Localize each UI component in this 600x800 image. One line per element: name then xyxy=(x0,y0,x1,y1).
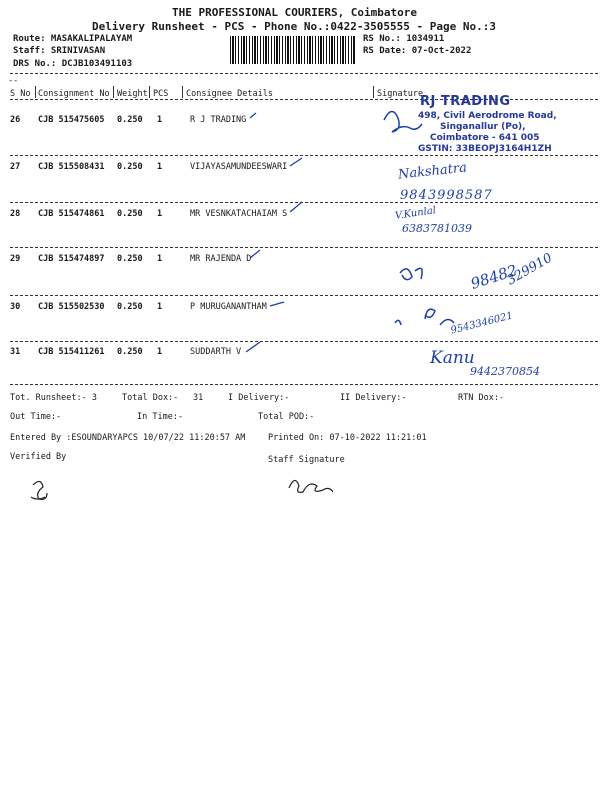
row-sno: 27 xyxy=(10,162,21,172)
tick-mark xyxy=(270,302,284,306)
row-sno: 28 xyxy=(10,209,21,219)
tick-mark xyxy=(250,113,256,118)
header-marks: -- xyxy=(8,76,19,86)
ii-delivery: II Delivery:- xyxy=(340,393,407,403)
row-consignment: CJB 515474897 xyxy=(38,254,105,264)
row-weight: 0.250 xyxy=(117,347,143,357)
verified-by: Verified By xyxy=(10,452,67,462)
row-weight: 0.250 xyxy=(117,209,143,219)
row-consignment: CJB 515502530 xyxy=(38,302,105,312)
tot-runsheet: Tot. Runsheet:- 3 xyxy=(10,393,97,403)
row-consignee: SUDDARTH V xyxy=(190,347,242,357)
row-pcs: 1 xyxy=(157,254,163,264)
verifier-signature xyxy=(25,475,60,510)
col-signature: Signature xyxy=(377,89,424,99)
rs-number: RS No.: 1034911 xyxy=(363,34,445,44)
signature-scribble xyxy=(385,255,475,345)
document-title: THE PROFESSIONAL COURIERS, Coimbatore xyxy=(172,6,418,19)
row-weight: 0.250 xyxy=(117,115,143,125)
row-pcs: 1 xyxy=(157,115,163,125)
printed-on: Printed On: 07-10-2022 11:21:01 xyxy=(268,433,427,443)
tick-mark xyxy=(250,250,260,258)
out-time: Out Time:- xyxy=(10,412,62,422)
row-pcs: 1 xyxy=(157,302,163,312)
stamp-name: RJ TRADING xyxy=(420,94,511,109)
col-weight: Weight xyxy=(117,89,148,99)
row-pcs: 1 xyxy=(157,162,163,172)
total-dox-label: Total Dox:- xyxy=(122,393,179,403)
in-time: In Time:- xyxy=(137,412,184,422)
row-consignment: CJB 515474861 xyxy=(38,209,105,219)
tick-mark xyxy=(290,202,302,212)
handwritten-name: Kanu xyxy=(430,348,475,368)
handwritten-name: Nakshatra xyxy=(397,160,468,183)
total-dox-value: 31 xyxy=(193,393,204,403)
row-sno: 30 xyxy=(10,302,21,312)
row-consignee: VIJAYASAMUNDEESWARI xyxy=(190,162,288,172)
row-sno: 29 xyxy=(10,254,21,264)
row-consignee: R J TRADING xyxy=(190,115,247,125)
row-sno: 31 xyxy=(10,347,21,357)
row-consignee: MR VESNKATACHAIAM S xyxy=(190,209,288,219)
stamp-address-line: 498, Civil Aerodrome Road, xyxy=(418,111,557,121)
row-sno: 26 xyxy=(10,115,21,125)
row-consignee: P MURUGANANTHAM xyxy=(190,302,267,312)
drs-number: DRS No.: DCJB103491103 xyxy=(13,59,133,69)
stamp-address-line: Coimbatore - 641 005 xyxy=(430,133,540,143)
handwritten-number: 329910 xyxy=(504,250,556,289)
stamp-address-line: Singanallur (Po), xyxy=(440,122,526,132)
handwritten-phone: 9442370854 xyxy=(470,365,540,378)
row-consignee: MR RAJENDA D xyxy=(190,254,252,264)
col-pcs: PCS xyxy=(153,89,169,99)
document-subtitle: Delivery Runsheet - PCS - Phone No.:0422-3505555 - Page No.:3 xyxy=(92,20,496,33)
tick-mark xyxy=(246,342,260,352)
tick-mark xyxy=(290,158,302,166)
rs-date: RS Date: 07-Oct-2022 xyxy=(363,46,472,56)
row-weight: 0.250 xyxy=(117,302,143,312)
i-delivery: I Delivery:- xyxy=(228,393,290,403)
route-label: Route: MASAKALIPALAYAM xyxy=(13,34,133,44)
total-pod: Total POD:- xyxy=(258,412,315,422)
row-weight: 0.250 xyxy=(117,254,143,264)
handwritten-phone: 9543346021 xyxy=(449,310,515,337)
handwritten-number: 98482 xyxy=(468,261,520,293)
row-consignment: CJB 515411261 xyxy=(38,347,105,357)
row-pcs: 1 xyxy=(157,347,163,357)
row-consignment: CJB 515508431 xyxy=(38,162,105,172)
row-consignment: CJB 515475605 xyxy=(38,115,105,125)
stamp-gstin: GSTIN: 33BEOPJ3164H1ZH xyxy=(418,144,552,154)
handwritten-phone: 9843998587 xyxy=(400,188,493,203)
row-pcs: 1 xyxy=(157,209,163,219)
staff-label: Staff: SRINIVASAN xyxy=(13,46,106,56)
rtn-dox: RTN Dox:- xyxy=(458,393,505,403)
signature-scribble xyxy=(378,100,428,140)
col-consignee: Consignee Details xyxy=(186,89,273,99)
col-consignment: Consignment No xyxy=(38,89,110,99)
staff-signature-label: Staff Signature xyxy=(268,455,345,465)
handwritten-phone: 6383781039 xyxy=(402,222,472,235)
row-weight: 0.250 xyxy=(117,162,143,172)
col-sno: S No xyxy=(10,89,31,99)
staff-signature-mark xyxy=(283,468,333,498)
handwritten-name: V.Kunlal xyxy=(394,205,437,222)
entered-by: Entered By :ESOUNDARYAPCS 10/07/22 11:20:57 AM xyxy=(10,433,246,443)
